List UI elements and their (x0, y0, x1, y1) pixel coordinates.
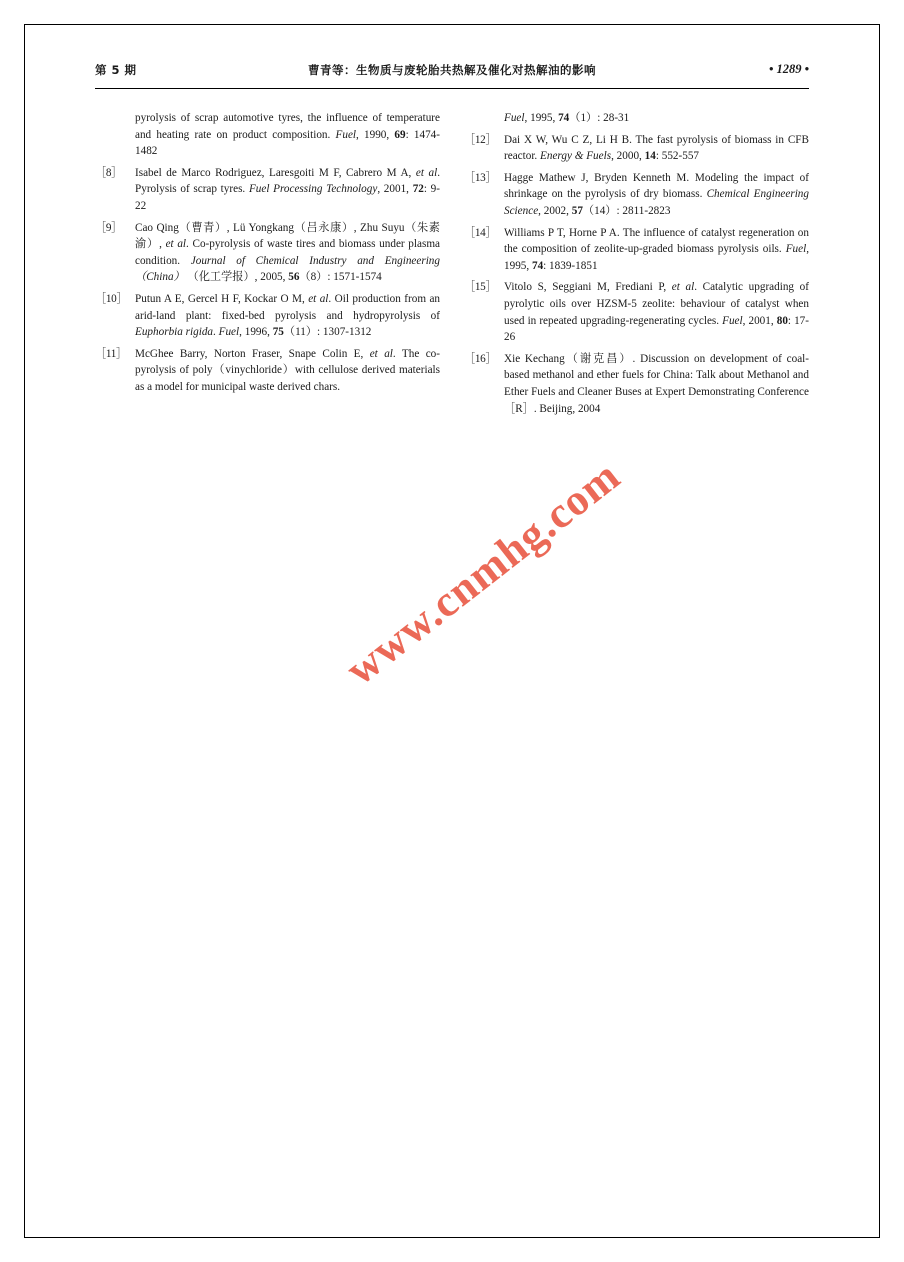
reference-entry (95, 110, 440, 160)
reference-entry (464, 279, 809, 345)
reference-entry (95, 220, 440, 286)
reference-number: ［15］ (464, 281, 497, 294)
reference-number: ［10］ (95, 292, 128, 305)
reference-number: ［11］ (95, 347, 127, 360)
reference-text: Cao Qing（曹青）, Lü Yongkang（吕永康）, Zhu Suyu（朱素渝）, et al. Co-pyrolysis of waste tires and biomass under plasma condition. Journal of Chemical Industry and Engineering（China） （化工学报）, 2005, 56（8）: 1571-1574 (135, 221, 440, 284)
reference-text: Hagge Mathew J, Bryden Kenneth M. Modeling the impact of shrinkage on the pyrolysis of dry biomass. Chemical Engineering Science, 2002, 57（14）: 2811-2823 (504, 171, 809, 217)
reference-number: ［14］ (464, 226, 497, 239)
header-divider (95, 88, 809, 89)
reference-text: Fuel, 1995, 74（1）: 28-31 (504, 112, 630, 124)
header-issue: 第 5 期 (95, 63, 137, 77)
reference-number: ［8］ (95, 166, 123, 179)
reference-text: Williams P T, Horne P A. The influence of catalyst regeneration on the composition of zeolite-up-graded biomass pyrolysis oils. Fuel, 1995, 74: 1839-1851 (504, 226, 809, 272)
page-header (95, 62, 809, 84)
reference-entry (464, 132, 809, 165)
reference-entry (95, 165, 440, 215)
header-page-number: • 1289 • (768, 62, 809, 76)
reference-text: Xie Kechang（谢克昌）. Discussion on development of coal-based methanol and ether fuels for China: Talk about Methanol and Ether Fuels and Cleaner Buses at Expert Demonstrating Conference［R］. Beijing, 2004 (504, 352, 809, 415)
reference-text: McGhee Barry, Norton Fraser, Snape Colin E, et al. The co-pyrolysis of poly（vinychloride）with cellulose derived materials as a model for municipal waste derived chars. (135, 347, 440, 393)
reference-number: ［16］ (464, 352, 497, 365)
reference-text: Vitolo S, Seggiani M, Frediani P, et al. Catalytic upgrading of pyrolytic oils over HZSM-5 zeolite: behaviour of catalyst when used in repeated upgrading-regenerating cycles. Fuel, 2001, 80: 17-26 (504, 281, 809, 344)
reference-entry (464, 170, 809, 220)
reference-text: Dai X W, Wu C Z, Li H B. The fast pyrolysis of biomass in CFB reactor. Energy & Fuels, 2000, 14: 552-557 (504, 133, 809, 163)
reference-text: Isabel de Marco Rodriguez, Laresgoiti M F, Cabrero M A, et al. Pyrolysis of scrap tyres. Fuel Processing Technology, 2001, 72: 9-22 (135, 166, 441, 212)
reference-column-left (95, 110, 440, 401)
reference-number: ［12］ (464, 133, 497, 146)
reference-entry (95, 291, 440, 341)
reference-text: pyrolysis of scrap automotive tyres, the influence of temperature and heating rate on product composition. Fuel, 1990, 69: 1474-1482 (135, 112, 441, 158)
reference-number: ［13］ (464, 171, 497, 184)
header-running-title: 曹青等：生物质与废轮胎共热解及催化对热解油的影响 (308, 63, 596, 77)
watermark: www.cnmhg.com (336, 450, 630, 695)
reference-entry (95, 346, 440, 396)
reference-column-right (464, 110, 809, 422)
reference-entry (464, 225, 809, 275)
reference-entry (464, 351, 809, 417)
reference-entry (464, 110, 809, 127)
reference-number: ［9］ (95, 221, 123, 234)
reference-text: Putun A E, Gercel H F, Kockar O M, et al. Oil production from an arid-land plant: fixed-bed pyrolysis and hydropyrolysis of Euphorbia rigida. Fuel, 1996, 75（11）: 1307-1312 (135, 292, 441, 339)
